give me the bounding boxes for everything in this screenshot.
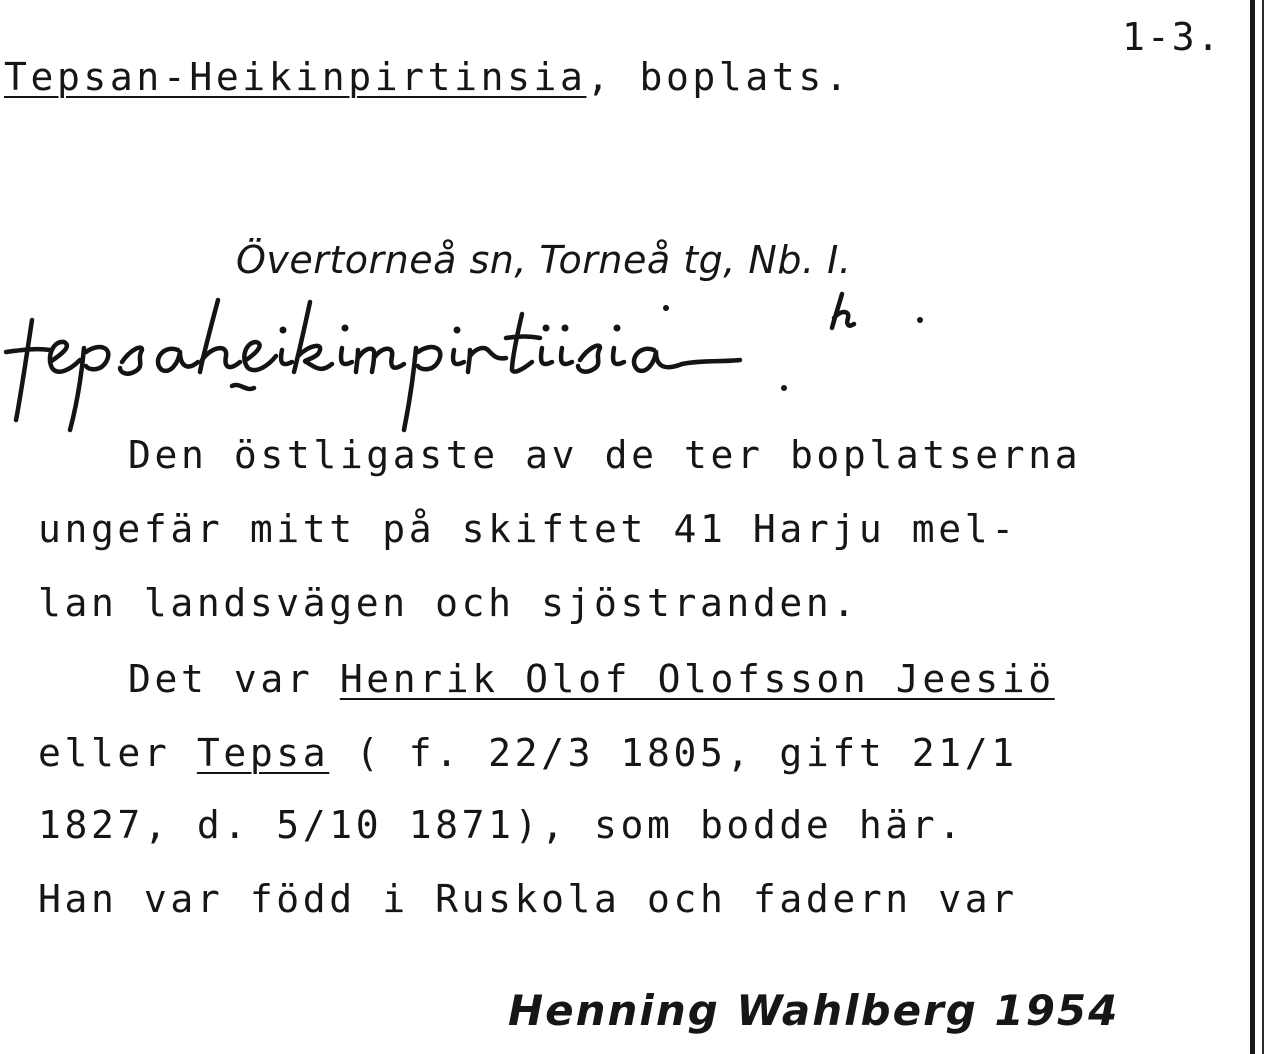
handwritten-name [2,290,962,440]
line-5-suffix: ( f. 22/3 1805, gift 21/1 [329,731,1018,775]
card-title [4,55,852,99]
line-5-prefix: eller [38,731,197,775]
body-line-6: 1827, d. 5/10 1871), som bodde här. [38,803,965,847]
line-4-prefix: Det var [128,657,340,701]
person-name: Henrik Olof Olofsson Jeesiö [339,657,1055,701]
parish-stamp: Övertorneå sn, Torneå tg, Nb. I. [236,238,852,282]
nickname: Tepsa [196,731,330,775]
body-line-1: Den östligaste av de ter boplatserna [128,433,1082,477]
place-name: Tepsan-Heikinpirtinsia [4,55,587,99]
body-line-3: lan landsvägen och sjöstranden. [38,581,859,625]
body-line-7: Han var född i Ruskola och fadern var [38,877,1018,921]
body-line-2: ungefär mitt på skiftet 41 Harju mel- [38,507,1018,551]
signature-stamp: Henning Wahlberg 1954 [508,986,1120,1035]
body-line-4 [128,657,1055,701]
title-suffix: , boplats. [586,55,852,99]
card-edge-line-thin [1262,0,1264,1054]
body-line-5 [38,731,1018,775]
card-number: 1-3. [1122,15,1222,59]
card-edge-line [1250,0,1255,1054]
